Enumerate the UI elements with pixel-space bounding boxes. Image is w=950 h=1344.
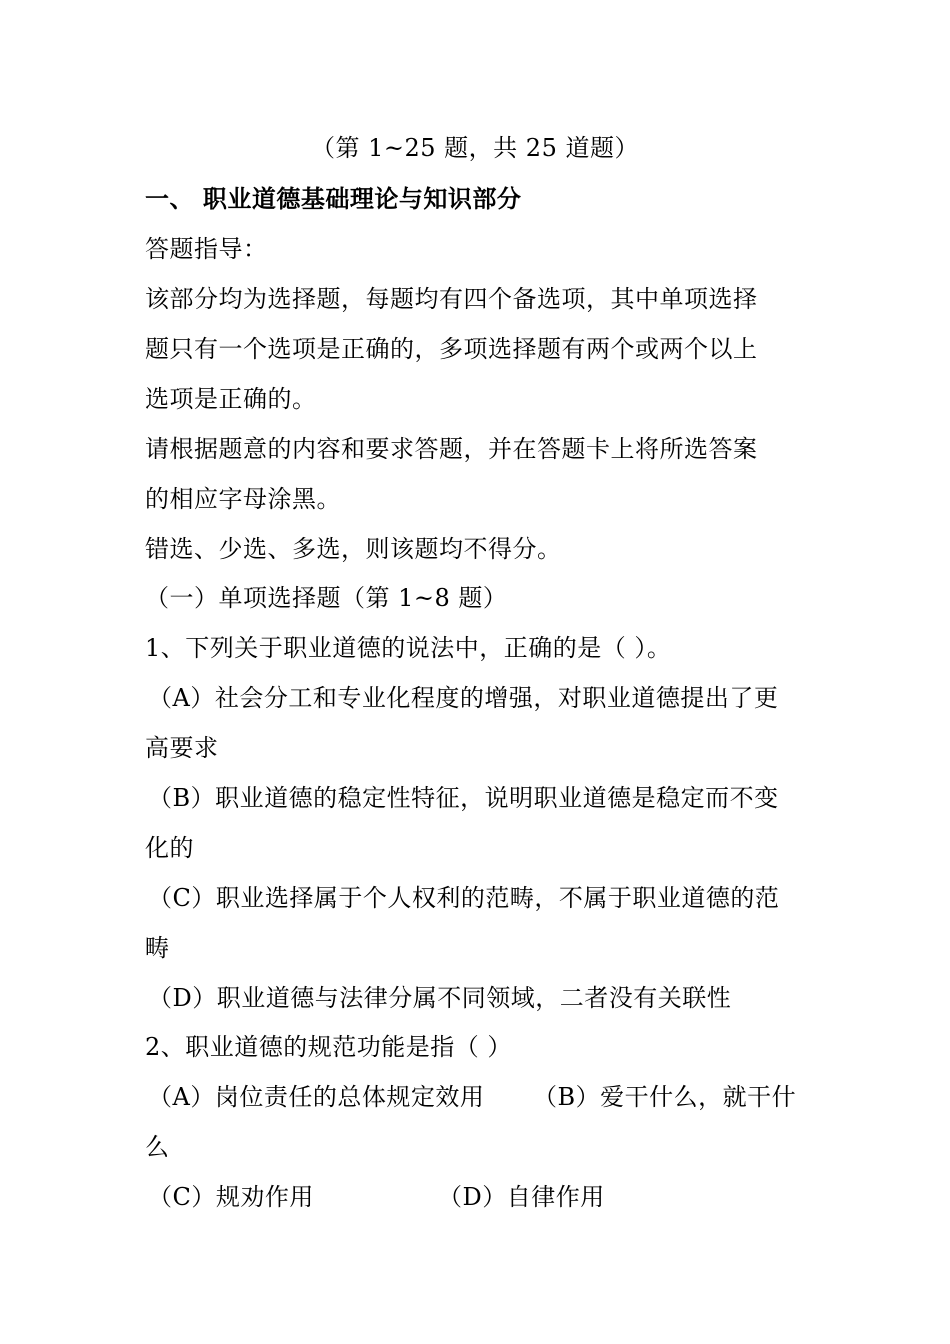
option-b-continued: 化的 (145, 834, 194, 862)
guide-paragraph-line: 错选、少选、多选，则该题均不得分。 (145, 535, 562, 563)
option-a-continued: 高要求 (145, 734, 219, 762)
option-a: （A）岗位责任的总体规定效用 (148, 1083, 485, 1111)
question-range-note: （第 1~25 题，共 25 道题） (311, 134, 639, 162)
question-stem: 1、下列关于职业道德的说法中，正确的是（ ）。 (145, 634, 672, 662)
guide-paragraph-line: 该部分均为选择题，每题均有四个备选项，其中单项选择 (145, 285, 758, 313)
option-b: （B）职业道德的稳定性特征，说明职业道德是稳定而不变 (148, 784, 779, 812)
section-title: 一、 职业道德基础理论与知识部分 (145, 184, 522, 213)
option-d: （D）职业道德与法律分属不同领域，二者没有关联性 (148, 984, 732, 1012)
option-b-continued: 么 (145, 1133, 170, 1161)
option-c: （C）规劝作用 (148, 1183, 314, 1211)
question-stem: 2、职业道德的规范功能是指（ ） (145, 1033, 512, 1061)
option-b: （B）爱干什么，就干什 (533, 1083, 797, 1111)
guide-paragraph-line: 的相应字母涂黑。 (145, 485, 341, 513)
option-c: （C）职业选择属于个人权利的范畴，不属于职业道德的范 (148, 884, 780, 912)
option-d: （D）自律作用 (438, 1183, 605, 1211)
subsection-title: （一）单项选择题（第 1~8 题） (145, 584, 508, 612)
guide-paragraph-line: 题只有一个选项是正确的，多项选择题有两个或两个以上 (145, 335, 758, 363)
guide-paragraph-line: 选项是正确的。 (145, 385, 317, 413)
guide-paragraph-line: 请根据题意的内容和要求答题，并在答题卡上将所选答案 (145, 435, 758, 463)
option-row (148, 1172, 808, 1222)
guide-label: 答题指导： (145, 235, 268, 263)
option-row (148, 1072, 808, 1122)
option-c-continued: 畴 (145, 934, 170, 962)
option-a: （A）社会分工和专业化程度的增强，对职业道德提出了更 (148, 684, 779, 712)
